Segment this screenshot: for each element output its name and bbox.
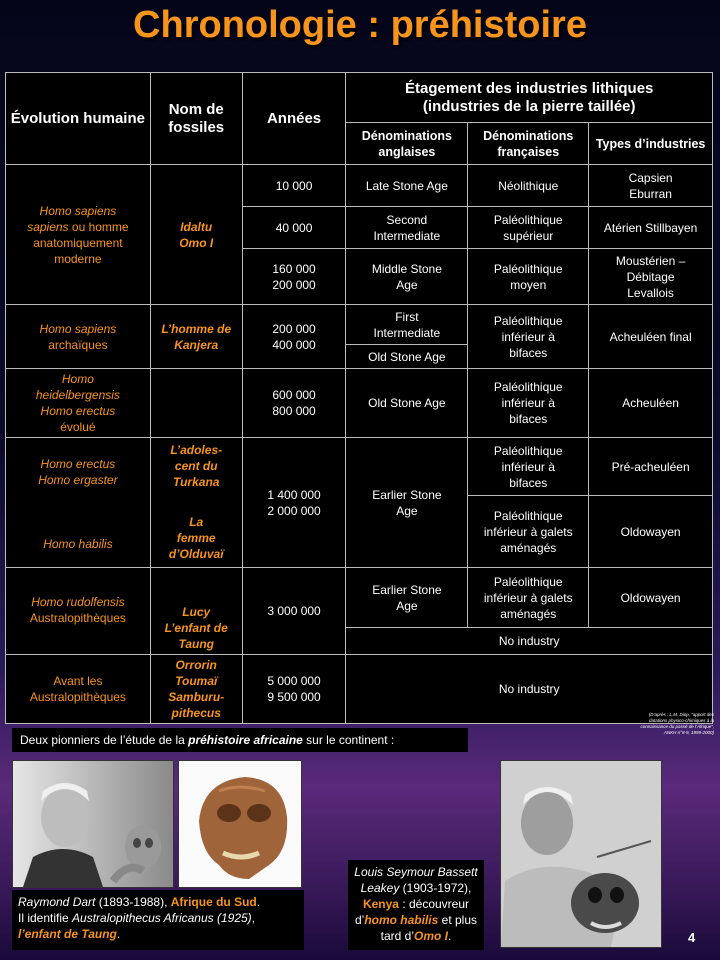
cell-fossiles-r5: Lucy L’enfant de Taung [150,568,242,655]
cell-annees: 600 000 800 000 [242,369,346,438]
cell-fr: Paléolithique supérieur [468,207,589,249]
page-title: Chronologie : préhistoire [133,4,587,46]
cell-angl: Second Intermediate [346,207,468,249]
taung-skull-photo [178,760,302,888]
header-annees: Années [242,73,346,165]
page-number: 4 [688,930,696,945]
cell-evolution-r6: Avant les Australopithèques [6,655,151,724]
cell-fossiles-r4: L’adoles- cent du Turkana La femme d’Olduvaï [150,438,242,568]
cell-types: Pré-acheuléen [589,438,713,496]
cell-fossiles-r3-empty [150,369,242,438]
header-denom-fr: Dénominations françaises [468,123,589,165]
cell-fossiles-r1: Idaltu Omo I [150,165,242,305]
pioneers-banner: Deux pionniers de l’étude de la préhistoire africaine sur le continent : [12,728,468,752]
louis-leakey-photo [500,760,662,948]
cell-evolution-r5: Homo rudolfensis Australopithèques [6,568,151,655]
cell-fr: Néolithique [468,165,589,207]
cell-evolution-r1: Homo sapiens sapiens ou homme anatomiquement moderne [6,165,151,305]
cell-fr: Paléolithique inférieur à galets aménagés [468,496,589,568]
header-etagement: Étagement des industries lithiques (industries de la pierre taillée) [346,73,713,123]
cell-types: Oldowayen [589,568,713,628]
cell-types: Acheuléen [589,369,713,438]
leakey-caption: Louis Seymour Bassett Leakey (1903-1972), Kenya : découvreur d’homo habilis et plus tard d’Omo I. [348,860,484,950]
cell-annees: 3 000 000 [242,568,346,655]
cell-types: Oldowayen [589,496,713,568]
cell-fr: Paléolithique inférieur à galets aménagés [468,568,589,628]
cell-evolution-r4: Homo erectus Homo ergaster Homo habilis [6,438,151,568]
cell-fossiles-r6: Orrorin Toumaï Samburu- pithecus [150,655,242,724]
cell-angl: Late Stone Age [346,165,468,207]
cell-annees: 160 000 200 000 [242,249,346,305]
cell-evolution-r3: Homo heidelbergensis Homo erectus évolué [6,369,151,438]
cell-types: Capsien Eburran [589,165,713,207]
cell-evolution-r2: Homo sapiens archaïques [6,305,151,369]
cell-angl: Earlier Stone Age [346,438,468,568]
cell-fossiles-r2: L’homme de Kanjera [150,305,242,369]
cell-angl: Middle Stone Age [346,249,468,305]
dart-caption: Raymond Dart (1893-1988), Afrique du Sud. Il identifie Australopithecus Africanus (1925), l’enfant de Taung. [12,890,304,950]
cell-annees: 1 400 000 2 000 000 [242,438,346,568]
cell-angl: Old Stone Age [346,345,468,369]
header-evolution: Évolution humaine [6,73,151,165]
cell-no-industry: No industry [346,628,713,655]
cell-fr: Paléolithique inférieur à bifaces [468,438,589,496]
cell-annees: 40 000 [242,207,346,249]
header-denom-angl: Dénominations anglaises [346,123,468,165]
cell-fr: Paléolithique inférieur à bifaces [468,369,589,438]
chronology-table [5,72,713,724]
header-fossiles: Nom de fossiles [150,73,242,165]
cell-angl: First Intermediate [346,305,468,345]
cell-annees: 200 000 400 000 [242,305,346,369]
cell-angl: Earlier Stone Age [346,568,468,628]
cell-no-industry: No industry [346,655,713,724]
raymond-dart-photo [12,760,174,888]
cell-types: Acheuléen final [589,305,713,369]
cell-fr: Paléolithique moyen [468,249,589,305]
header-types: Types d’industries [589,123,713,165]
cell-types: Atérien Stillbayen [589,207,713,249]
cell-annees: 5 000 000 9 500 000 [242,655,346,724]
cell-fr: Paléolithique inférieur à bifaces [468,305,589,369]
cell-annees: 10 000 [242,165,346,207]
cell-angl: Old Stone Age [346,369,468,438]
cell-types: Moustérien – Débitage Levallois [589,249,713,305]
source-citation: (D’après : L.M. Diop, “apport des datations physico-chimiques à la connaissance du passé de l’Afrique”, ANKH n°8-9, 1999-2000) [640,712,714,735]
